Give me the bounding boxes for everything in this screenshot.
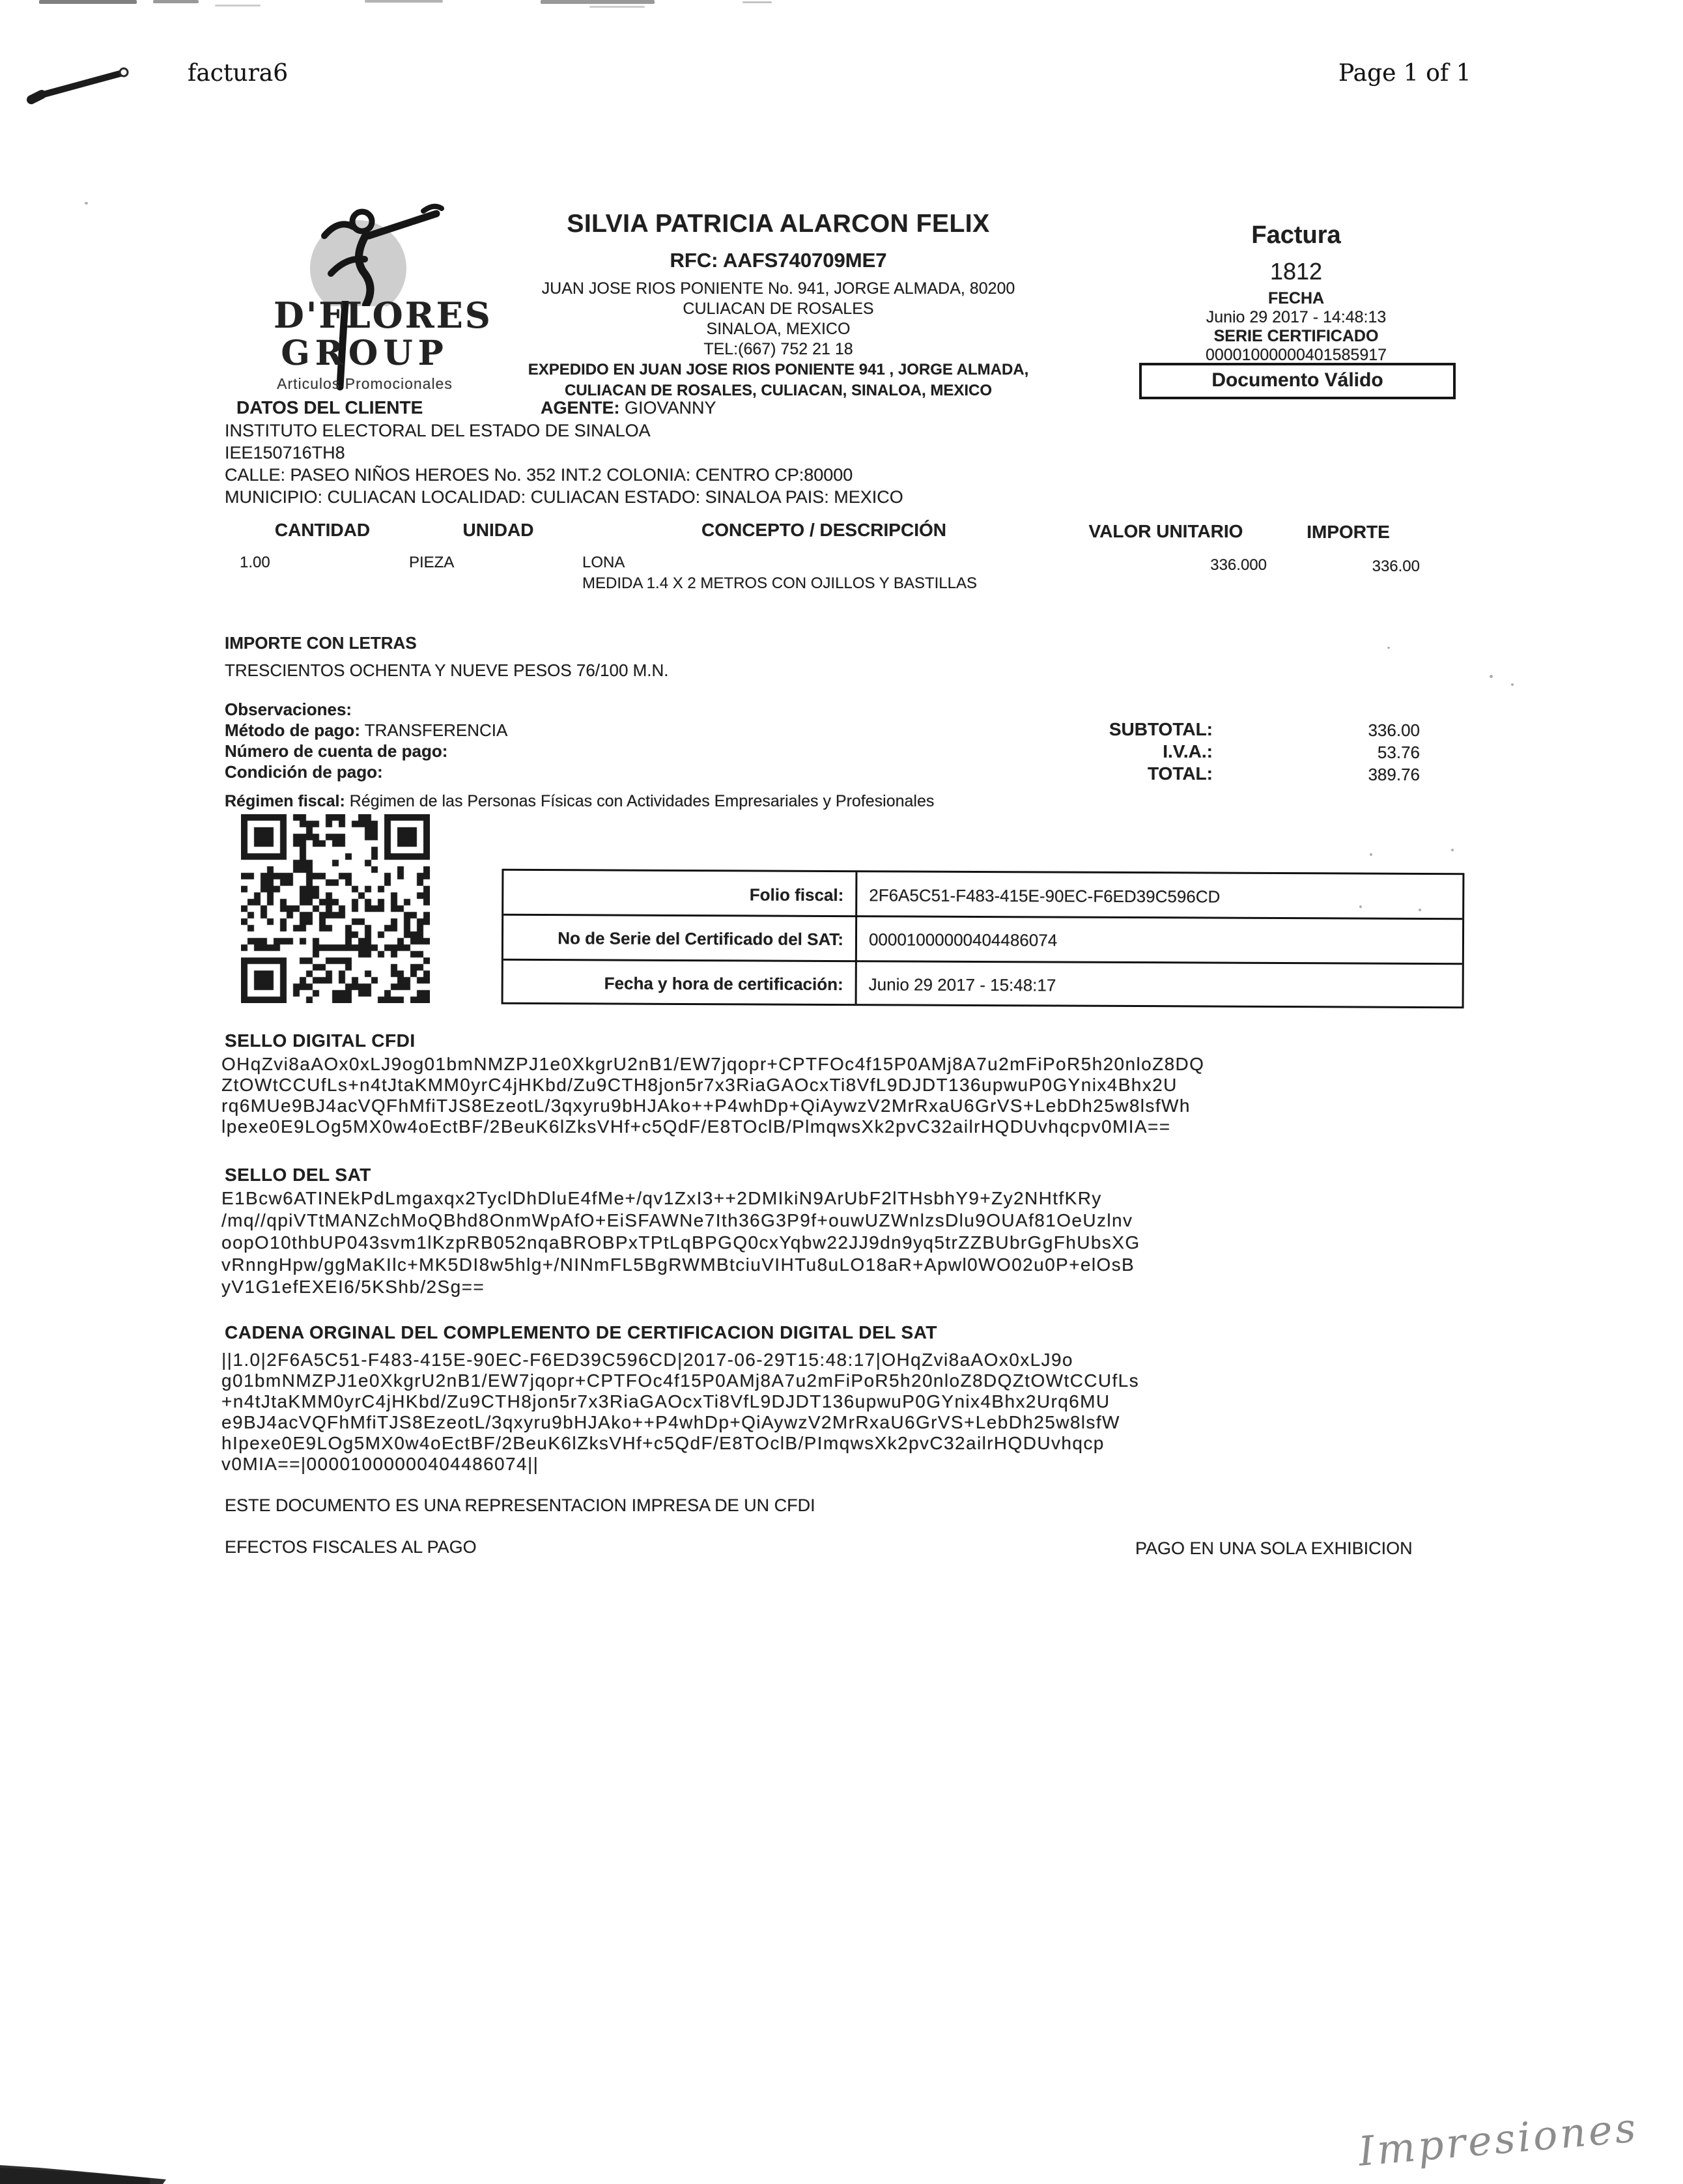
documento-valido-badge: Documento Válido: [1139, 363, 1456, 399]
vendor-name: SILVIA PATRICIA ALARCON FELIX: [567, 210, 990, 238]
invoice-number: 1812: [1269, 258, 1323, 285]
sello-sat-line: /mq//qpiVTtMANZchMoQBhd8OnmWpAfO+EiSFAWNe7Ith36G3P9f+ouwUZWnlzsDlu9OUAf81OeUzlnv: [221, 1210, 1133, 1230]
folio-fiscal-value: 2F6A5C51-F483-415E-90EC-F6ED39C596CD: [869, 885, 1221, 907]
table-row-separator: [503, 914, 1462, 920]
handwritten-note: Impresiones: [1356, 2103, 1641, 2176]
qr-code: [241, 814, 430, 1003]
scan-artifact: [153, 0, 199, 3]
cadena-line: ||1.0|2F6A5C51-F483-415E-90EC-F6ED39C596CD|2017-06-29T15:48:17|OHqZvi8aAOx0xLJ9o: [221, 1350, 1073, 1370]
invoice-doc-type: Factura: [1251, 221, 1341, 249]
scan-artifact: [1419, 909, 1421, 911]
scan-smudge: [0, 2156, 195, 2184]
logo-title: D'FLORES: [274, 294, 492, 336]
cert-fecha-value: Junio 29 2017 - 15:48:17: [868, 974, 1056, 995]
metodo-pago-line: [225, 720, 507, 741]
agente-line: [541, 398, 716, 418]
scan-artifact: [1451, 849, 1454, 851]
item-concepto: LONA: [582, 554, 625, 571]
client-name: INSTITUTO ELECTORAL DEL ESTADO DE SINALOA: [225, 421, 651, 440]
vendor-rfc: RFC: AAFS740709ME7: [670, 249, 887, 272]
cuenta-pago-label: Número de cuenta de pago:: [225, 741, 448, 761]
regimen-fiscal-label: Régimen fiscal:: [225, 792, 345, 810]
sat-serie-label: No de Serie del Certificado del SAT:: [558, 928, 844, 950]
metodo-pago-label: Método de pago:: [225, 720, 360, 740]
client-location: MUNICIPIO: CULIACAN LOCALIDAD: CULIACAN ESTADO: SINALOA PAIS: MEXICO: [225, 487, 903, 507]
item-concepto-desc: MEDIDA 1.4 X 2 METROS CON OJILLOS Y BASTILLAS: [582, 574, 977, 592]
item-importe: 336.00: [1372, 558, 1420, 575]
efectos-fiscales-note: EFECTOS FISCALES AL PAGO: [225, 1537, 477, 1557]
client-address: CALLE: PASEO NIÑOS HEROES No. 352 INT.2 COLONIA: CENTRO CP:80000: [225, 465, 853, 485]
sello-sat-line: yV1G1efEXEI6/5KShb/2Sg==: [221, 1277, 485, 1297]
agente-label: AGENTE:: [541, 398, 620, 418]
sello-sat-line: oopO10thbUP043svm1lKzpRB052nqaBROBPxTPtLqBPGQ0cxYqbw22JJ9dn9yq5trZZBUbrGgFhUbsXG: [221, 1232, 1140, 1253]
col-header-importe: IMPORTE: [1307, 522, 1390, 542]
sello-sat-line: E1Bcw6ATINEkPdLmgaxqx2TyclDhDluE4fMe+/qv1ZxI3++2DMIkiN9ArUbF2lTHsbhY9+Zy2NHtfKRy: [221, 1188, 1102, 1208]
logo-tagline: Articulos Promocionales: [277, 375, 453, 392]
scan-artifact: [1511, 683, 1514, 686]
fecha-value: Junio 29 2017 - 14:48:13: [1206, 308, 1387, 326]
scan-artifact: [1370, 853, 1372, 856]
scan-artifact: [1490, 675, 1493, 678]
subtotal-value: 336.00: [1368, 720, 1420, 740]
cadena-line: +n4tJtaKMM0yrC4jHKbd/Zu9CTH8jon5r7x3RiaGAOcxTi8VfL9DJDT136upwuP0GYnix4Bhx2Urq6MU: [221, 1391, 1110, 1411]
importe-letras-value: TRESCIENTOS OCHENTA Y NUEVE PESOS 76/100 M.N.: [225, 660, 669, 680]
client-section-label: DATOS DEL CLIENTE: [236, 397, 423, 418]
expedido-line: CULIACAN DE ROSALES, CULIACAN, SINALOA, MEXICO: [564, 382, 992, 399]
serie-certificado-value: 00001000000401585917: [1205, 346, 1387, 364]
scan-artifact: [215, 5, 261, 7]
folio-fiscal-label: Folio fiscal:: [749, 885, 844, 905]
scan-artifact: [1359, 905, 1362, 908]
print-header-filename: factura6: [188, 60, 289, 87]
regimen-fiscal-value: Régimen de las Personas Físicas con Actividades Empresariales y Profesionales: [349, 792, 935, 810]
sello-cfdi-line: lpexe0E9LOg5MX0w4oEctBF/2BeuK6lZksVHf+c5QdF/E8TOclB/PlmqwsXk2pvC32ailrHQDUvhqcpv0MIA==: [221, 1116, 1171, 1137]
item-unidad: PIEZA: [409, 554, 455, 571]
expedido-line: EXPEDIDO EN JUAN JOSE RIOS PONIENTE 941 , JORGE ALMADA,: [528, 361, 1029, 378]
cadena-line: v0MIA==|00001000000404486074||: [221, 1454, 539, 1474]
pen-mark: [20, 55, 150, 114]
table-divider: [855, 872, 858, 1004]
vendor-address-line: TEL:(667) 752 21 18: [703, 340, 853, 358]
iva-label: I.V.A.:: [1163, 741, 1213, 761]
serie-certificado-label: SERIE CERTIFICADO: [1213, 327, 1379, 345]
cadena-line: e9BJ4acVQFhMfiTJS8EzeotL/3qxyru9bHJAko++P4whDp+QiAywzV2MrRxaU6GrVS+LebDh25w8lsfW: [221, 1412, 1120, 1432]
observaciones-label: Observaciones:: [225, 700, 352, 719]
scan-artifact: [39, 0, 137, 4]
table-row-separator: [503, 959, 1462, 965]
col-header-unidad: UNIDAD: [462, 520, 534, 540]
total-label: TOTAL:: [1147, 763, 1213, 784]
dflores-logo-figure-icon: [285, 202, 448, 306]
cadena-title: CADENA ORGINAL DEL COMPLEMENTO DE CERTIFICACION DIGITAL DEL SAT: [225, 1322, 937, 1342]
scan-artifact: [742, 1, 772, 3]
cadena-line: g01bmNMZPJ1e0XkgrU2nB1/EW7jqopr+CPTFOc4f15P0AMj8A7u2mFiPoR5h20nloZ8DQZtOWtCCUfLs: [221, 1370, 1140, 1391]
iva-value: 53.76: [1377, 743, 1420, 762]
logo-subtitle: GROUP: [281, 333, 449, 373]
importe-letras-label: IMPORTE CON LETRAS: [225, 633, 417, 653]
condicion-pago-label: Condición de pago:: [225, 762, 383, 782]
subtotal-label: SUBTOTAL:: [1109, 719, 1213, 739]
client-rfc: IEE150716TH8: [225, 443, 345, 462]
fiscal-certification-table: [502, 869, 1465, 1008]
col-header-valor-unitario: VALOR UNITARIO: [1088, 521, 1243, 541]
total-value: 389.76: [1368, 765, 1420, 784]
fecha-label: FECHA: [1267, 289, 1325, 307]
regimen-fiscal-line: [225, 792, 934, 811]
col-header-concepto: CONCEPTO / DESCRIPCIÓN: [701, 520, 946, 540]
vendor-address-line: CULIACAN DE ROSALES: [683, 300, 874, 318]
sello-sat-title: SELLO DEL SAT: [225, 1165, 371, 1185]
item-cantidad: 1.00: [240, 554, 270, 571]
metodo-pago-value: TRANSFERENCIA: [364, 720, 508, 740]
print-header-page-number: Page 1 of 1: [1338, 60, 1471, 87]
pago-exhibicion-note: PAGO EN UNA SOLA EXHIBICION: [1135, 1539, 1413, 1558]
sello-sat-line: vRnngHpw/ggMaKIlc+MK5DI8w5hlg+/NINmFL5BgRWMBtciuVIHTu8uLO18aR+Apwl0WO02u0P+elOsB: [221, 1255, 1135, 1275]
cadena-line: hIpexe0E9LOg5MX0w4oEctBF/2BeuK6lZksVHf+c5QdF/E8TOclB/PImqwsXk2pvC32ailrHQDUvhqcp: [221, 1433, 1105, 1453]
vendor-address-line: JUAN JOSE RIOS PONIENTE No. 941, JORGE ALMADA, 80200: [541, 279, 1015, 298]
vendor-address-line: SINALOA, MEXICO: [706, 320, 851, 338]
sat-serie-value: 00001000000404486074: [868, 929, 1058, 950]
scan-artifact: [589, 6, 645, 8]
scan-artifact: [541, 0, 655, 4]
scan-artifact: [1387, 647, 1390, 649]
sello-cfdi-line: ZtOWtCCUfLs+n4tJtaKMM0yrC4jHKbd/Zu9CTH8jon5r7x3RiaGAOcxTi8VfL9DJDT136upwuP0GYnix4Bhx2U: [221, 1075, 1178, 1095]
scan-artifact: [365, 0, 443, 3]
sello-cfdi-line: rq6MUe9BJ4acVQFhMfiTJS8EzeotL/3qxyru9bHJAko++P4whDp+QiAywzV2MrRxaU6GrVS+LebDh25w8lsfWh: [221, 1096, 1191, 1116]
sello-cfdi-title: SELLO DIGITAL CFDI: [225, 1030, 416, 1051]
cert-fecha-label: Fecha y hora de certificación:: [604, 973, 843, 995]
sello-cfdi-line: OHqZvi8aAOx0xLJ9og01bmNMZPJ1e0XkgrU2nB1/EW7jqopr+CPTFOc4f15P0AMj8A7u2mFiPoR5h20nloZ8DQ: [221, 1054, 1205, 1074]
col-header-cantidad: CANTIDAD: [274, 520, 371, 540]
item-valor-unitario: 336.000: [1210, 556, 1267, 574]
agente-value: GIOVANNY: [625, 398, 716, 418]
cfdi-note: ESTE DOCUMENTO ES UNA REPRESENTACION IMPRESA DE UN CFDI: [225, 1496, 815, 1515]
scan-artifact: [85, 202, 88, 205]
